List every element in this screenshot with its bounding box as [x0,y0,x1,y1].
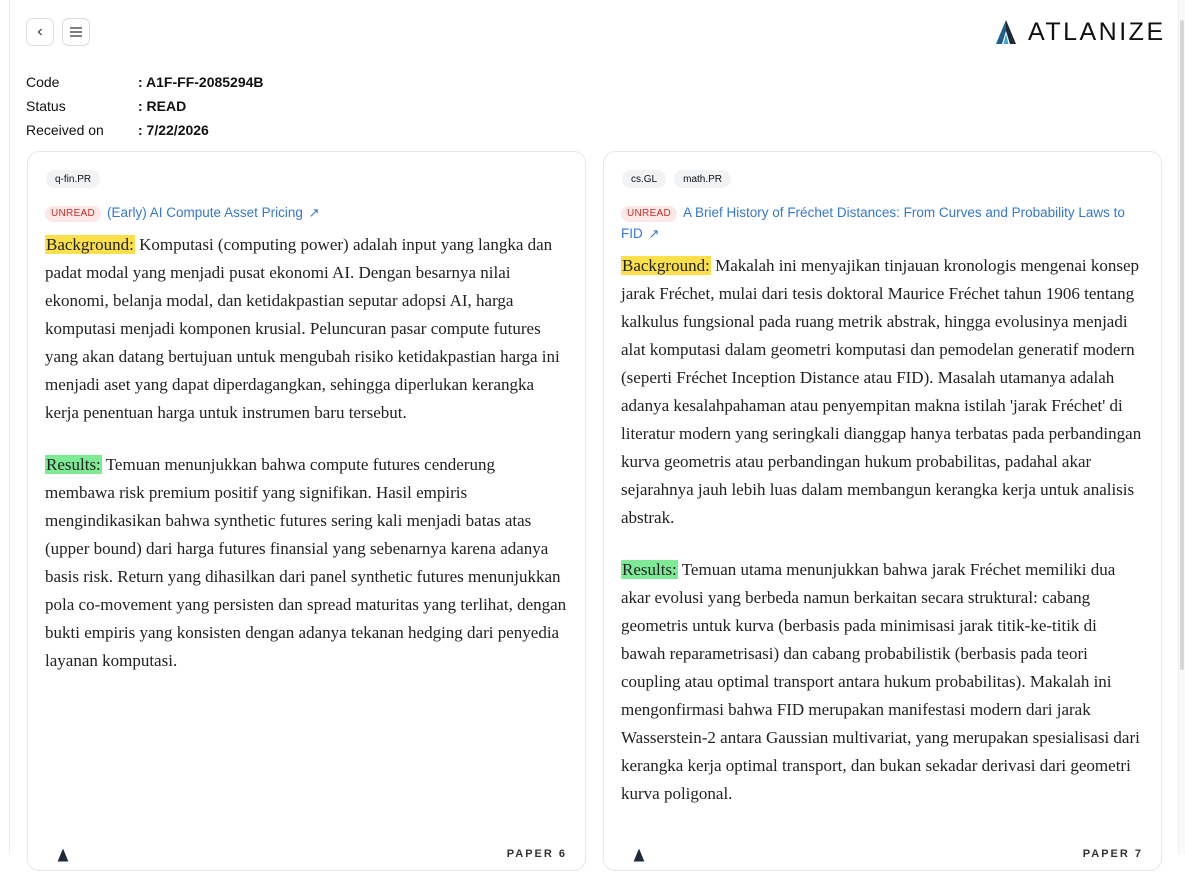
atlanize-logo-icon [632,848,646,862]
menu-button[interactable] [62,18,90,46]
results-label: Results: [46,455,101,474]
tag-list [622,170,1145,190]
results-label: Results: [622,560,677,579]
background-text: Komputasi (computing power) adalah input yang langka dan padat modal yang menjadi pusat ekonomi AI. Dengan besarnya nilai ekonomi, belanja modal, dan ketidakpastian seputar adopsi AI, harga komputasi menjadi komponen krusial. Peluncuran pasar compute futures yang akan datang bertujuan untuk mengubah risiko ketidakpastian harga ini menjadi aset yang dapat diperdagangkan, sehingga diperlukan kerangka kerja penentuan harga untuk instrumen baru tersebut. [45,235,560,422]
unread-badge: UNREAD [621,206,677,222]
code-label: Code [26,74,60,90]
status-label: Status [26,98,66,114]
back-button[interactable] [26,18,54,46]
received-value: : 7/22/2026 [138,122,209,138]
atlanize-logo-icon [56,848,70,862]
background-label: Background: [622,256,710,275]
paper-title: A Brief History of Fréchet Distances: From Curves and Probability Laws to FID [621,205,1125,241]
results-section [45,451,569,675]
paper-title: (Early) AI Compute Asset Pricing [107,205,303,220]
meta-status-row [26,94,264,118]
paper-card [603,151,1162,871]
card-footer [28,842,585,872]
results-section [621,556,1145,808]
chevron-left-icon [35,27,45,37]
background-label: Background: [46,235,134,254]
scrollbar-thumb[interactable] [1180,20,1184,670]
atlanize-logo-icon [994,19,1018,45]
paper-summary [621,252,1145,808]
paper-title-line [45,202,569,223]
tag-list [46,170,569,190]
paper-summary [45,231,569,675]
category-tag[interactable]: q-fin.PR [46,170,100,188]
paper-title-link[interactable] [107,205,320,220]
paper-title-link[interactable] [621,205,1125,241]
background-section [45,231,569,427]
received-label: Received on [26,122,104,138]
status-value: : READ [138,98,187,114]
paper-title-line [621,202,1145,244]
meta-received-row [26,118,264,142]
meta-code-row [26,70,264,94]
paper-number-label: PAPER 6 [506,848,567,860]
background-text: Makalah ini menyajikan tinjauan kronologis mengenai konsep jarak Fréchet, mulai dari tesis doktoral Maurice Fréchet tahun 1906 tentang kalkulus fungsional pada ruang metrik abstrak, hingga evolusinya menjadi alat komputasi dalam geometri komputasi dan pemodelan generatif modern (seperti Fréchet Inception Distance atau FID). Masalah utamanya adalah adanya kesalahpahaman atau penyempitan makna istilah 'jarak Fréchet' di literatur modern yang seringkali dianggap hanya terbatas pada perbandingan kurva geometris atau perbandingan hukum probabilitas, padahal akar sejarahnya jauh lebih luas dalam membangun kerangka kerja untuk analisis abstrak. [621,256,1142,527]
message-meta [26,70,264,142]
paper-card [27,151,586,871]
paper-number-label: PAPER 7 [1082,848,1143,860]
external-link-icon: ↗ [648,226,660,241]
category-tag[interactable]: cs.GL [622,170,666,188]
code-value: : A1F-FF-2085294B [138,74,264,90]
scrollbar[interactable] [1179,0,1185,854]
brand-logo[interactable] [994,17,1166,47]
results-text: Temuan menunjukkan bahwa compute futures cenderung membawa risk premium positif yang signifikan. Hasil empiris mengindikasikan bahwa synthetic futures sering kali menjadi batas atas (upper bound) dari harga futures finansial yang sebenarnya karena adanya basis risk. Return yang dihasilkan dari panel synthetic futures menunjukkan pola co-movement yang persisten dan spread maturitas yang terlihat, dengan bukti empiris yang konsisten dengan adanya tekanan hedging dari penyedia layanan komputasi. [45,455,567,670]
menu-icon [69,26,83,38]
external-link-icon: ↗ [308,205,320,220]
results-text: Temuan utama menunjukkan bahwa jarak Fréchet memiliki dua akar evolusi yang berbeda namun berkaitan secara struktural: cabang geometris untuk kurva (berbasis pada minimisasi jarak titik-ke-titik di bawah reparametrisasi) dan cabang probabilistik (berbasis pada teori coupling atau optimal transport antara hukum probabilitas). Makalah ini mengonfirmasi bahwa FID merupakan manifestasi modern dari jarak Wasserstein-2 antara Gaussian multivariat, yang merupakan spesialisasi dari kerangka kerja optimal transport, dan bukan sekadar derivasi dari geometri kurva poligonal. [621,560,1140,803]
unread-badge: UNREAD [45,206,101,222]
logo-text: ATLANIZE [1028,17,1166,46]
category-tag[interactable]: math.PR [674,170,731,188]
card-footer [604,842,1161,872]
background-section [621,252,1145,532]
